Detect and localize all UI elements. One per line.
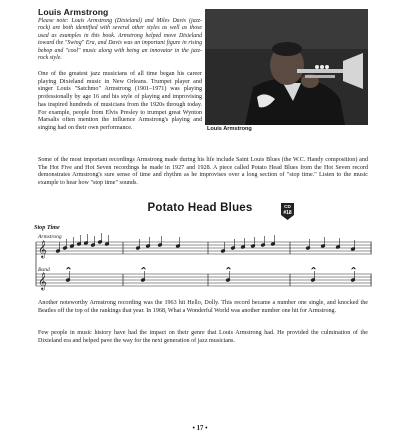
melody-notes xyxy=(56,233,356,253)
accent-mark-icon: ^ xyxy=(351,267,357,274)
hello-dolly-paragraph: Another noteworthy Armstrong recording was the 1963 hit Hello, Dolly. This record became a number one single, and knocked the Beatles off the top of the rankings that year. In 1968, What a Wonderful World was another number one hit for Armstrong. xyxy=(38,300,368,314)
intro-paragraph: One of the greatest jazz musicians of all time began his career playing Dixieland music in New Orleans. Trumpet player and singer Louis "Satchmo" Armstrong (1901–1971) was playing professionally by age 16 and his style of playing and improvising has inspired hundreds of musicians from the 1920s through today. For example, people from Elvis Presley to trumpet great Wynton Marsalis often mention the influence Armstrong's playing and singing had on their own performance. xyxy=(38,71,202,131)
staff-label-band: Band xyxy=(38,267,50,273)
photo-caption: Louis Armstrong xyxy=(207,126,252,132)
band-notes xyxy=(66,267,356,282)
armstrong-photo xyxy=(205,9,368,125)
page-number: • 17 • xyxy=(192,425,208,432)
trumpet-player-illustration xyxy=(205,9,368,125)
accent-mark-icon: ^ xyxy=(311,267,317,274)
section-heading: Louis Armstrong xyxy=(38,7,109,17)
accent-mark-icon: ^ xyxy=(66,267,72,274)
accent-mark-icon: ^ xyxy=(141,267,147,274)
staff-notation xyxy=(28,196,372,296)
italic-note: Please note: Louis Armstrong (Dixieland) and Miles Davis (jazz-rock) are both identified with several other styles as well as those used as examples in this book. Armstrong helped move Dixieland toward the "Swing" Era, and Davis was an important figure in rising bebop and "cool" music along with being an innovator in the jazz-rock style. xyxy=(38,18,202,62)
staff-label-armstrong: Armstrong xyxy=(38,234,62,240)
staff-band xyxy=(36,274,372,286)
music-example xyxy=(28,196,372,296)
accent-mark-icon: ^ xyxy=(226,267,232,274)
cd-label: CD xyxy=(284,204,291,209)
closing-paragraph: Few people in music history have had the impact on their genre that Louis Armstrong had. He provided the culmination of the Dixieland era and helped pave the way for the next generation of jazz musicians. xyxy=(38,330,368,344)
tempo-marking: Stop Time xyxy=(34,224,60,231)
treble-clef-icon: 𝄞 xyxy=(38,272,47,290)
treble-clef-icon: 𝄞 xyxy=(38,240,47,258)
cd-track-number: #18 xyxy=(283,210,292,216)
score-title: Potato Head Blues xyxy=(147,202,253,214)
recordings-paragraph: Some of the most important recordings Armstrong made during his life include Saint Louis Blues (the W.C. Handy composition) and The Hot Five and Hot Seven recordings he made in 1927 and 1928. A piece called Potato Head Blues from the Hot Seven record demonstrates Armstrong's sure sense of time and rhythm as he improvises over a long section of "stop time." Listen to the music example to hear how "stop time" sounds. xyxy=(38,157,368,187)
